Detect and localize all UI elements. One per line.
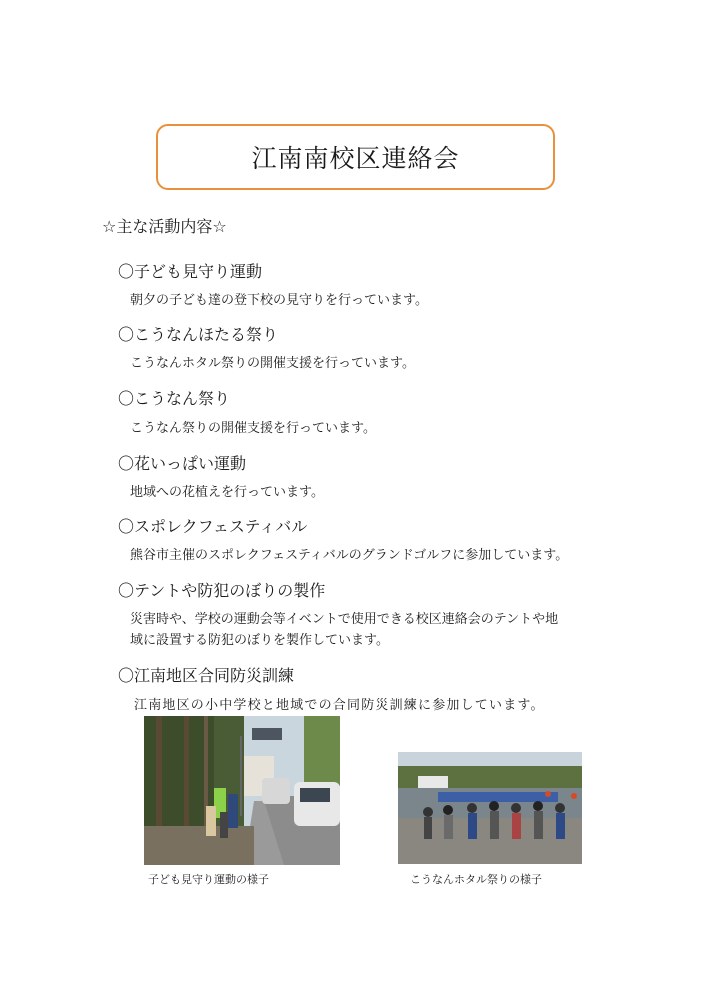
item-heading-supokure: 〇スポレクフェスティバル (118, 517, 308, 536)
item-heading-bousai: 〇江南地区合同防災訓練 (118, 666, 295, 685)
item-heading-hana: 〇花いっぱい運動 (118, 454, 247, 473)
item-heading-mimamori: 〇子ども見守り運動 (118, 262, 263, 281)
photo-mimamori-caption: 子ども見守り運動の様子 (148, 873, 269, 886)
photo-mimamori-image (144, 716, 340, 865)
item-desc-supokure: 熊谷市主催のスポレクフェスティバルのグランドゴルフに参加しています。 (130, 548, 569, 563)
item-desc-mimamori: 朝夕の子ども達の登下校の見守りを行っています。 (130, 293, 428, 308)
item-heading-tent: 〇テントや防犯のぼりの製作 (118, 581, 326, 600)
item-desc-tent: 災害時や、学校の運動会等イベントで使用できる校区連絡会のテントや地 域に設置する防犯のぼりを製作しています。 (130, 612, 559, 648)
title-box (156, 124, 555, 190)
photo-hotaru (398, 752, 582, 864)
item-heading-hotaru: 〇こうなんほたる祭り (118, 325, 279, 344)
item-desc-bousai: 江南地区の小中学校と地域での合同防災訓練に参加しています。 (134, 698, 545, 713)
photo-hotaru-caption: こうなんホタル祭りの様子 (410, 873, 542, 886)
section-heading: ☆主な活動内容☆ (102, 217, 227, 236)
item-heading-matsuri: 〇こうなん祭り (118, 389, 231, 408)
photo-mimamori (144, 716, 340, 865)
item-desc-matsuri: こうなん祭りの開催支援を行っています。 (130, 421, 376, 436)
item-desc-hotaru: こうなんホタル祭りの開催支援を行っています。 (130, 356, 415, 371)
item-desc-hana: 地域への花植えを行っています。 (130, 485, 324, 500)
page-title: 江南南校区連絡会 (251, 144, 460, 173)
photo-hotaru-image (398, 752, 582, 864)
